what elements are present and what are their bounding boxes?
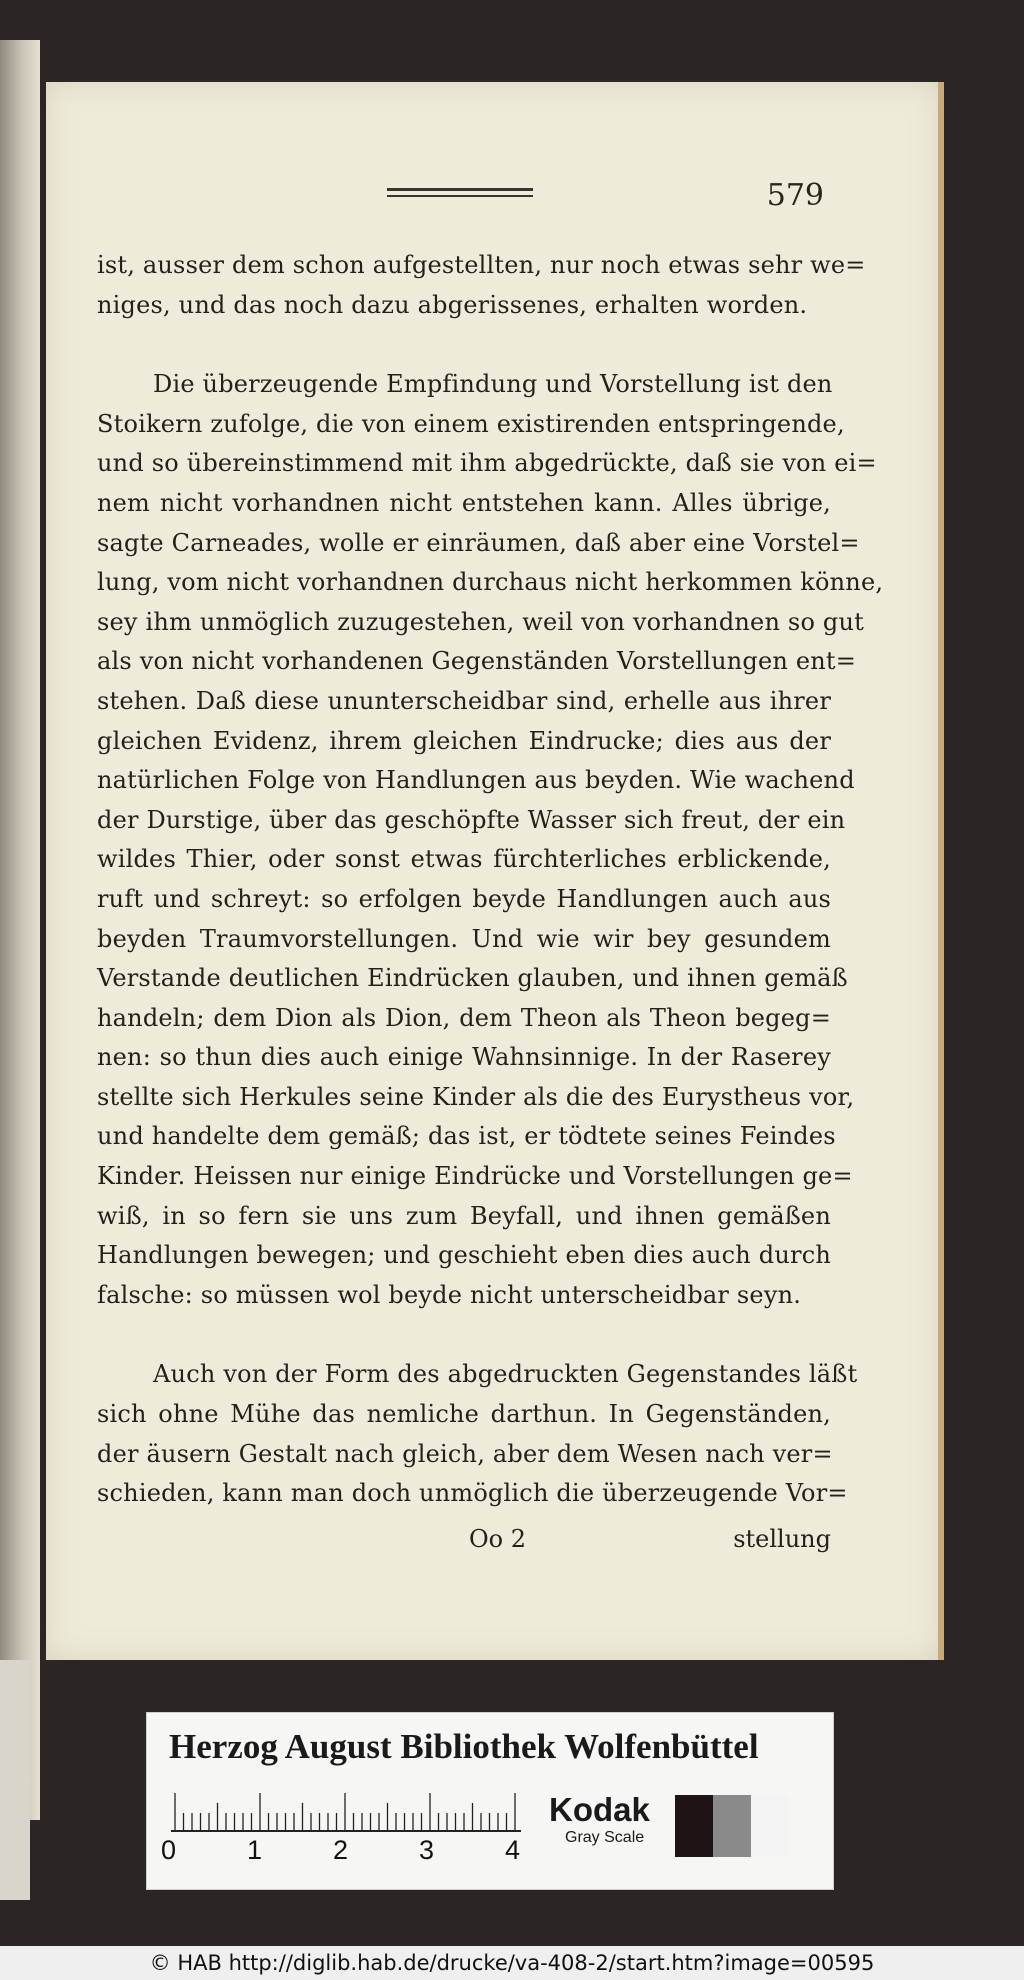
text-line: Verstande deutlichen Eindrücken glauben, und ihnen gemäß bbox=[97, 964, 848, 993]
paragraph bbox=[97, 246, 866, 325]
gray-scale-label: Gray Scale bbox=[565, 1829, 645, 1846]
text-line: stellte sich Herkules seine Kinder als die des Eurystheus vor, bbox=[97, 1082, 855, 1111]
ruler-number: 3 bbox=[419, 1835, 435, 1865]
page-number: 579 bbox=[766, 178, 824, 213]
copyright-footer: © HAB http://diglib.hab.de/drucke/va-408-2/start.htm?image=00595 bbox=[0, 1946, 1024, 1980]
text-line: der Durstige, über das geschöpfte Wasser sich freut, der ein bbox=[97, 805, 846, 834]
page-edge bbox=[938, 82, 944, 1660]
text-line: Kinder. Heissen nur einige Eindrücke und Vorstellungen ge= bbox=[97, 1162, 853, 1191]
text-line: schieden, kann man doch unmöglich die überzeugende Vor= bbox=[97, 1479, 848, 1508]
text-line: handeln; dem Dion als Dion, dem Theon als Theon begeg= bbox=[97, 1003, 831, 1032]
text-line: ruft und schreyt: so erfolgen beyde Handlungen auch aus bbox=[97, 884, 831, 913]
gray-swatches bbox=[675, 1795, 789, 1857]
header-rule bbox=[387, 188, 533, 197]
text-line: nem nicht vorhandnen nicht entstehen kann. Alles übrige, bbox=[97, 488, 831, 517]
book-left-edge-lower bbox=[0, 1660, 30, 1900]
text-line: als von nicht vorhandenen Gegenständen Vorstellungen ent= bbox=[97, 647, 857, 676]
text-line: Handlungen bewegen; und geschieht eben dies auch durch bbox=[97, 1241, 831, 1270]
text-line: wildes Thier, oder sonst etwas fürchterliches erblickende, bbox=[97, 845, 831, 874]
paragraph bbox=[97, 1355, 858, 1513]
page-footer-line bbox=[97, 1525, 831, 1565]
text-line: gleichen Evidenz, ihrem gleichen Eindrucke; dies aus der bbox=[97, 726, 831, 755]
text-line: der äusern Gestalt nach gleich, aber dem Wesen nach ver= bbox=[97, 1439, 833, 1468]
text-line: lung, vom nicht vorhandnen durchaus nicht herkommen könne, bbox=[97, 568, 884, 597]
gray-swatch bbox=[675, 1795, 713, 1857]
book-left-edge bbox=[0, 40, 40, 1820]
text-line: stehen. Daß diese ununterscheidbar sind, erhelle aus ihrer bbox=[97, 686, 831, 715]
text-line: beyden Traumvorstellungen. Und wie wir bey gesundem bbox=[97, 924, 831, 953]
text-line: natürlichen Folge von Handlungen aus beyden. Wie wachend bbox=[97, 766, 855, 795]
text-line: niges, und das noch dazu abgerissenes, erhalten worden. bbox=[97, 290, 808, 319]
calibration-card bbox=[146, 1712, 834, 1890]
signature-mark: Oo 2 bbox=[469, 1525, 527, 1553]
ruler-number: 1 bbox=[247, 1835, 263, 1865]
text-line: falsche: so müssen wol beyde nicht unterscheidbar seyn. bbox=[97, 1280, 802, 1309]
ruler-number: 4 bbox=[505, 1835, 521, 1865]
text-line: sich ohne Mühe das nemliche darthun. In Gegenständen, bbox=[97, 1400, 831, 1429]
kodak-logo: Kodak bbox=[549, 1791, 650, 1828]
ruler-number: 0 bbox=[161, 1835, 177, 1865]
text-line: sagte Carneades, wolle er einräumen, daß aber eine Vorstel= bbox=[97, 528, 860, 557]
ruler-number: 2 bbox=[333, 1835, 349, 1865]
gray-swatch bbox=[751, 1795, 789, 1857]
text-line: und handelte dem gemäß; das ist, er tödtete seines Feindes bbox=[97, 1122, 836, 1151]
library-title: Herzog August Bibliothek Wolfenbüttel bbox=[169, 1727, 759, 1766]
text-line: und so übereinstimmend mit ihm abgedrückte, daß sie von ei= bbox=[97, 449, 877, 478]
text-line: Stoikern zufolge, die von einem existirenden entspringende, bbox=[97, 409, 845, 438]
text-line: nen: so thun dies auch einige Wahnsinnige. In der Raserey bbox=[97, 1043, 831, 1072]
body-text bbox=[97, 246, 884, 1554]
text-line: ist, ausser dem schon aufgestellten, nur noch etwas sehr we= bbox=[97, 251, 866, 279]
text-line: Auch von der Form des abgedruckten Gegenstandes läßt bbox=[153, 1360, 858, 1389]
gray-swatch bbox=[713, 1795, 751, 1857]
text-line: wiß, in so fern sie uns zum Beyfall, und ihnen gemäßen bbox=[97, 1201, 831, 1230]
catchword: stellung bbox=[733, 1525, 831, 1553]
paragraph bbox=[97, 365, 884, 1315]
ruler-scale bbox=[171, 1793, 521, 1833]
text-line: Die überzeugende Empfindung und Vorstellung ist den bbox=[153, 370, 833, 399]
text-line: sey ihm unmöglich zuzugestehen, weil von vorhandnen so gut bbox=[97, 607, 864, 636]
